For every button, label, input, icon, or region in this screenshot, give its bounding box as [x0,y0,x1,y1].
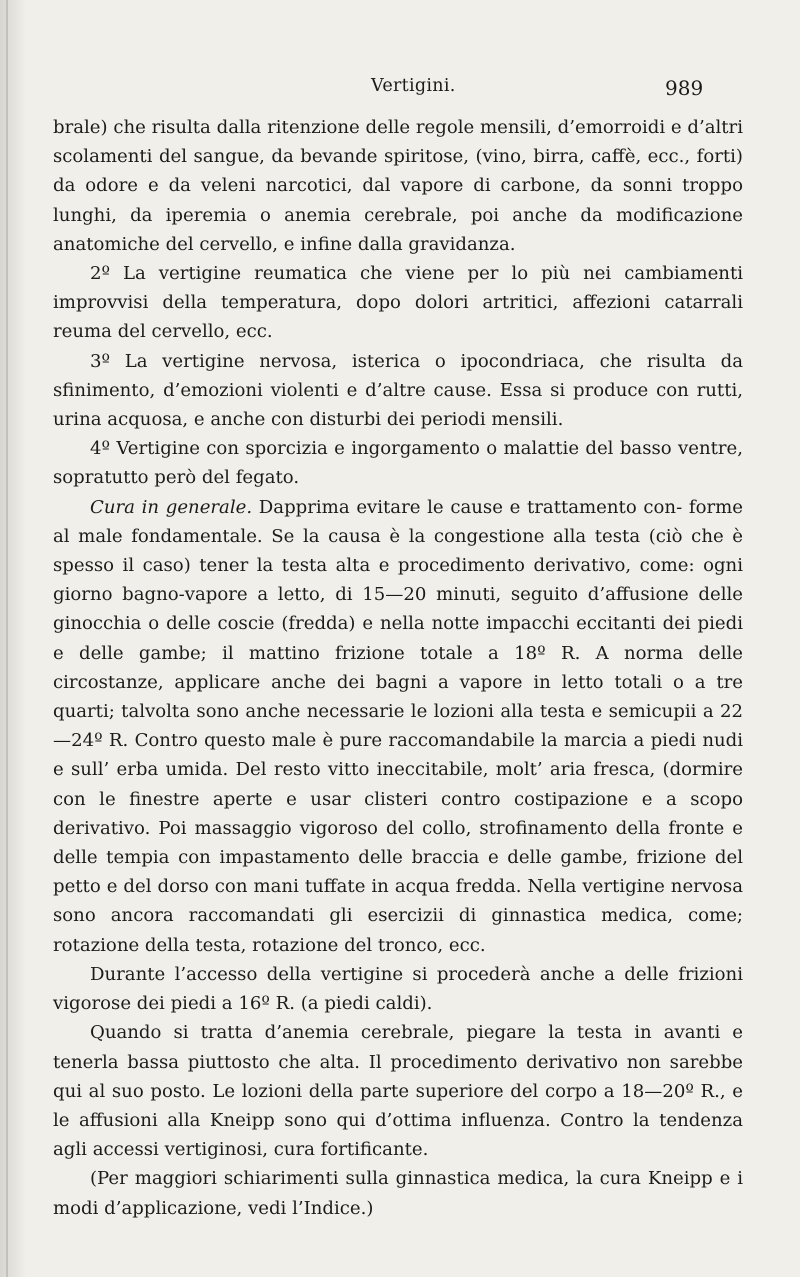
paragraph-7: Quando si tratta d’anemia cerebrale, piegare la testa in avanti e tenerla bassa piuttosto che alta. Il procedimento derivativo non sarebbe qui al suo posto. Le lozioni della parte superiore del corpo a 18—20º R., e le affusioni alla Kneipp sono qui d’ottima influenza. Contro la tendenza agli accessi vertiginosi, cura fortificante. [53,1022,743,1161]
paragraph-5 [53,493,743,960]
binding-edge [6,0,8,1277]
paragraph-6: Durante l’accesso della vertigine si procederà anche a delle frizioni vigorose dei piedi a 16º R. (a piedi caldi). [53,963,743,1015]
paragraph-4: 4º Vertigine con sporcizia e ingorgamento o malattie del basso ventre, sopratutto però del fegato. [53,438,743,489]
paragraph-2: 2º La vertigine reumatica che viene per lo più nei cambiamenti improvvisi della temperatura, dopo dolori artritici, affezioni catarrali reuma del cervello, ecc. [53,263,743,343]
page-header [0,76,800,106]
paragraph-3: 3º La vertigine nervosa, isterica o ipocondriaca, che risulta da sfinimento, d’emozioni violenti e d’altre cause. Essa si produce con rutti, urina acquosa, e anche con disturbi dei periodi mensili. [53,350,743,431]
page-gutter [0,0,26,1277]
running-title: Vertigini. [371,76,456,96]
page-body [53,113,743,1223]
paragraph-8: (Per maggiori schiarimenti sulla ginnastica medica, la cura Kneipp e i modi d’applicazione, vedi l’Indice.) [53,1168,743,1219]
section-heading: Cura in generale. [90,496,253,518]
page-number: 989 [665,76,704,100]
paragraph-1: brale) che risulta dalla ritenzione delle regole mensili, d’emorroidi e d’altri scolamenti del sangue, da bevande spiritose, (vino, birra, caffè, ecc., forti) da odore e da veleni narcotici, dal vapore di carbone, da sonni troppo lunghi, da iperemia o anemia cerebrale, poi anche da modificazione anatomiche del cervello, e infine dalla gravidanza. [53,117,743,255]
paragraph-5-text: Dapprima evitare le cause e trattamento con- forme al male fondamentale. Se la causa è la congestione alla testa (ciò che è spesso il caso) tener la testa alta e procedimento derivativo, come: ogni giorno bagno-vapore a letto, di 15—20 minuti, seguito d’affusione delle ginocchia o delle coscie (fredda) e nella notte impacchi eccitanti dei piedi e delle gambe; il mattino frizione totale a 18º R. A norma delle circostanze, applicare anche dei bagni a vapore in letto totali o a tre quarti; talvolta sono anche necessarie le lozioni alla testa e semicupii a 22—24º R. Contro questo male è pure raccomandabile la marcia a piedi nudi e sull’ erba umida. Del resto vitto ineccitabile, molt’ aria fresca, (dormire con le finestre aperte e usar clisteri contro costipazione e a scopo derivativo. Poi massaggio vigoroso del collo, strofinamento della fronte e delle tempia con impastamento delle braccia e delle gambe, frizione del petto e del dorso con mani tuffate in acqua fredda. Nella vertigine nervosa sono ancora raccomandati gli esercizii di ginnastica medica, come; rotazione della testa, rotazione del tronco, ecc. [53,496,743,956]
